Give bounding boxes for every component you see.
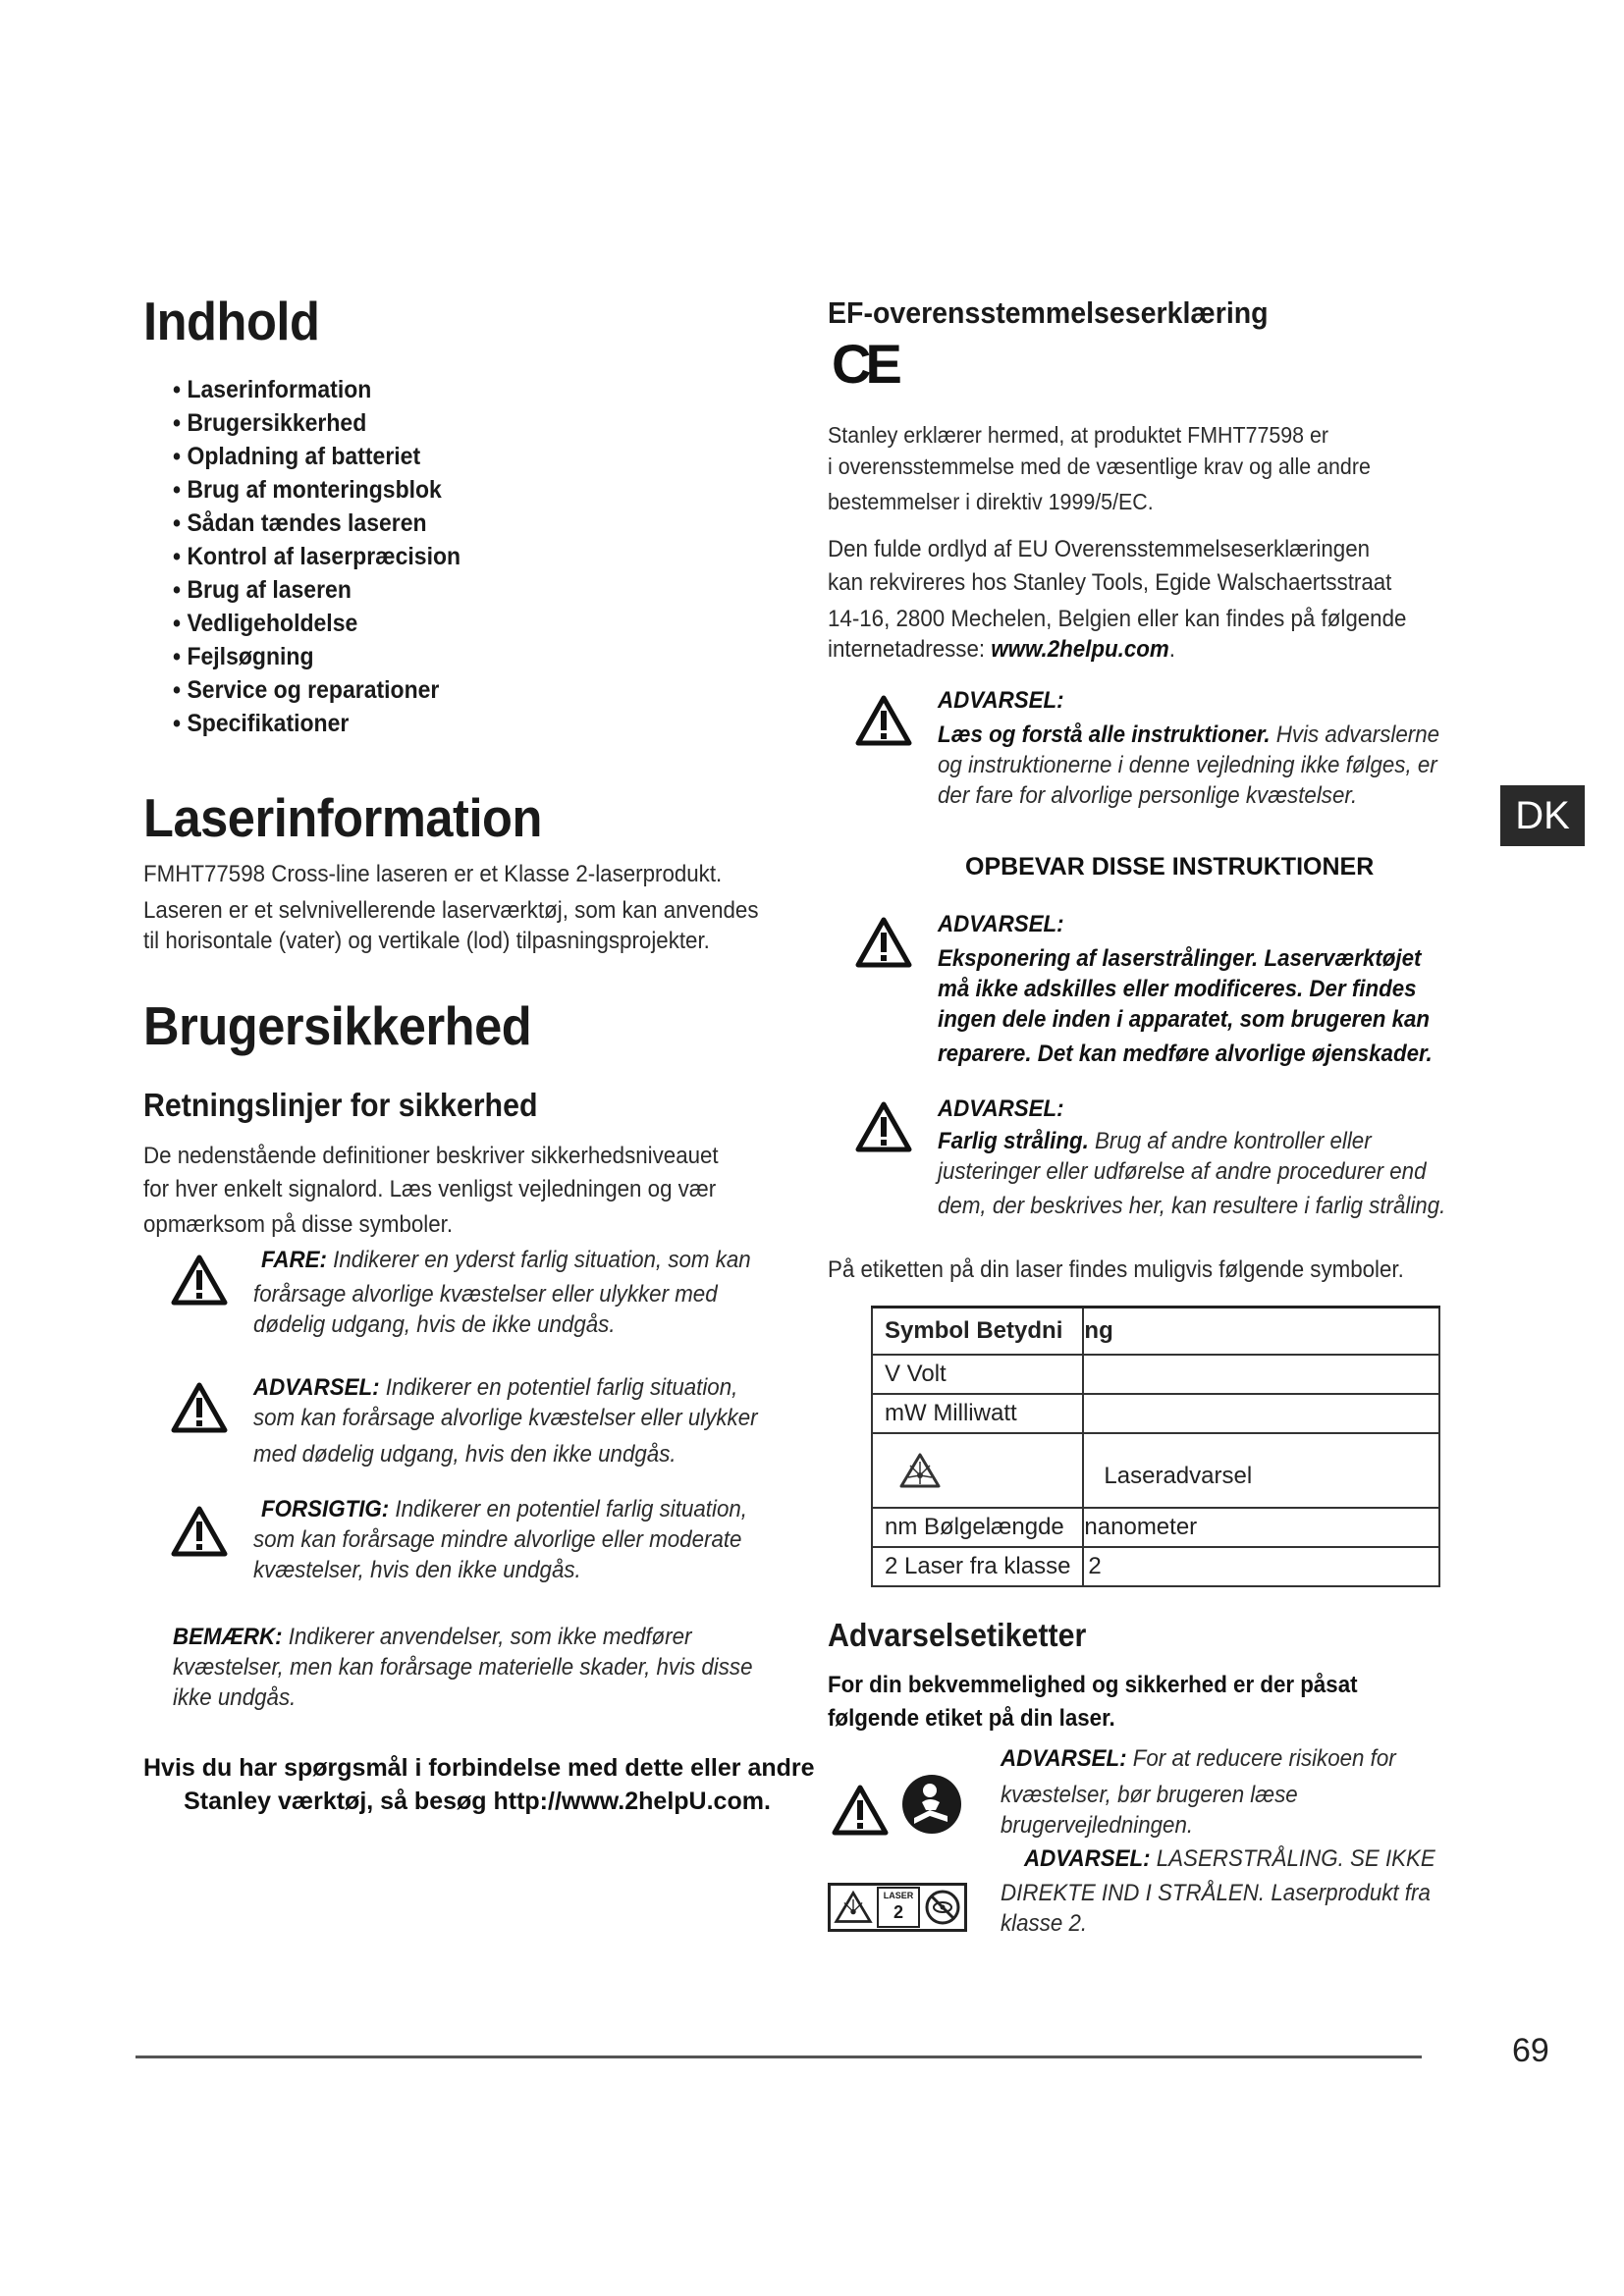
table-cell bbox=[872, 1433, 1083, 1508]
table-cell: mW Milliwatt bbox=[872, 1394, 1083, 1433]
laser-label-sticker bbox=[828, 1883, 967, 1932]
ef-text: internetadresse: bbox=[828, 636, 992, 663]
ef-text bbox=[828, 634, 1175, 665]
laserinfo-line: Laseren er et selvnivellerende laserværktøj, som kan anvendes bbox=[143, 897, 759, 924]
table-header-cell: Symbol Betydni bbox=[872, 1308, 1083, 1356]
warning-triangle-icon bbox=[171, 1506, 228, 1557]
table-cell: V Volt bbox=[872, 1355, 1083, 1394]
laser-class-number: 2 bbox=[893, 1902, 903, 1922]
toc-item: • Brug af laseren bbox=[173, 576, 352, 604]
toc-list bbox=[173, 373, 486, 740]
warning-laser-exposure bbox=[938, 909, 1470, 1069]
laser-warning-icon bbox=[834, 1890, 873, 1925]
toc-item: • Kontrol af laserpræcision bbox=[173, 543, 461, 570]
ce-mark-icon: CE bbox=[832, 333, 896, 395]
warning-label: ADVARSEL: bbox=[1024, 1845, 1151, 1872]
contact-line: Stanley værktøj, så besøg http://www.2helpU.com. bbox=[184, 1788, 771, 1815]
bemaerk-definition bbox=[173, 1622, 796, 1713]
bemaerk-text: kvæstelser, men kan forårsage materielle skader, hvis disse bbox=[173, 1654, 753, 1681]
ef-text: bestemmelser i direktiv 1999/5/EC. bbox=[828, 489, 1154, 514]
laserinfo-title: Laserinformation bbox=[143, 787, 542, 848]
ef-text: 14-16, 2800 Mechelen, Belgien eller kan findes på følgende bbox=[828, 606, 1407, 632]
warning-text: For at reducere risikoen for bbox=[1126, 1745, 1396, 1772]
toc-item: • Sådan tændes laseren bbox=[173, 509, 427, 537]
laser-class-box bbox=[877, 1887, 920, 1928]
ef-text: Stanley erklærer hermed, at produktet FMHT77598 er bbox=[828, 422, 1329, 448]
read-manual-icon bbox=[900, 1773, 963, 1836]
ef-text: i overensstemmelse med de væsentlige krav og alle andre bbox=[828, 454, 1371, 479]
advarsel-definition bbox=[253, 1372, 795, 1469]
ef-text: . bbox=[1168, 636, 1175, 663]
language-tab: DK bbox=[1500, 785, 1585, 846]
warning-read-instructions bbox=[938, 685, 1477, 811]
warning-triangle-icon bbox=[832, 1785, 889, 1836]
advarsel-text: som kan forårsage alvorlige kvæstelser eller ulykker bbox=[253, 1405, 758, 1431]
safety-intro: for hver enkelt signalord. Læs venligst vejledningen og vær bbox=[143, 1176, 717, 1202]
fare-text: Indikerer en yderst farlig situation, som kan bbox=[326, 1247, 751, 1273]
warning-text: Farlig stråling. bbox=[938, 1128, 1089, 1154]
warning-text: Læs og forstå alle instruktioner. bbox=[938, 721, 1271, 748]
toc-item: • Brug af monteringsblok bbox=[173, 476, 442, 504]
label-read-manual bbox=[1001, 1743, 1426, 1841]
toc-item: • Fejlsøgning bbox=[173, 643, 314, 670]
fare-definition bbox=[253, 1245, 787, 1340]
warning-text: må ikke adskilles eller modificeres. Der findes bbox=[938, 976, 1417, 1002]
forsigtig-text: som kan forårsage mindre alvorlige eller moderate bbox=[253, 1526, 742, 1553]
safety-intro: De nedenstående definitioner beskriver sikkerhedsniveauet bbox=[143, 1143, 719, 1169]
advarsel-text: Indikerer en potentiel farlig situation, bbox=[379, 1374, 738, 1401]
warning-label: ADVARSEL: bbox=[938, 1095, 1064, 1122]
table-cell: Laseradvarsel bbox=[1083, 1433, 1439, 1508]
ef-text: Den fulde ordlyd af EU Overensstemmelseserklæringen bbox=[828, 536, 1371, 562]
table-cell: 2 Laser fra klasse bbox=[872, 1547, 1083, 1586]
no-stare-icon bbox=[924, 1889, 961, 1926]
warning-radiation bbox=[938, 1094, 1484, 1221]
advarsel-text: med dødelig udgang, hvis den ikke undgås. bbox=[253, 1441, 677, 1468]
table-header-cell: ng bbox=[1083, 1308, 1439, 1356]
warning-label: ADVARSEL: bbox=[938, 911, 1064, 937]
safety-title: Brugersikkerhed bbox=[143, 995, 532, 1056]
warning-text: LASERSTRÅLING. SE IKKE bbox=[1150, 1845, 1435, 1872]
warning-text: justeringer eller udførelse af andre procedurer end bbox=[938, 1158, 1427, 1185]
toc-item: • Brugersikkerhed bbox=[173, 409, 367, 437]
footer-divider bbox=[135, 2056, 1422, 2058]
table-cell bbox=[1083, 1394, 1439, 1433]
bemaerk-label: BEMÆRK: bbox=[173, 1624, 283, 1650]
contact-note bbox=[143, 1751, 815, 1818]
warning-triangle-icon bbox=[855, 917, 912, 968]
warning-triangle-icon bbox=[171, 1255, 228, 1306]
advarsel-label: ADVARSEL: bbox=[253, 1374, 380, 1401]
fare-text: dødelig udgang, hvis de ikke undgås. bbox=[253, 1311, 616, 1338]
fare-label: FARE: bbox=[261, 1247, 327, 1273]
keep-instructions: OPBEVAR DISSE INSTRUKTIONER bbox=[965, 853, 1375, 881]
ef-url[interactable]: www.2helpu.com bbox=[991, 636, 1169, 663]
table-row bbox=[872, 1394, 1439, 1433]
warning-text: reparere. Det kan medføre alvorlige øjenskader. bbox=[938, 1041, 1433, 1067]
laser-warning-icon bbox=[898, 1452, 942, 1489]
table-row bbox=[872, 1508, 1439, 1547]
page-number: 69 bbox=[1512, 2032, 1549, 2069]
safety-subtitle: Retningslinjer for sikkerhed bbox=[143, 1087, 538, 1123]
table-cell: nanometer bbox=[1083, 1508, 1439, 1547]
label-laser-radiation bbox=[1001, 1843, 1466, 1939]
labels-intro: følgende etiket på din laser. bbox=[828, 1705, 1115, 1732]
warning-text: og instruktionerne i denne vejledning ikke følges, er bbox=[938, 752, 1437, 778]
contact-line: Hvis du har spørgsmål i forbindelse med dette eller andre bbox=[143, 1754, 815, 1782]
forsigtig-label: FORSIGTIG: bbox=[261, 1496, 390, 1522]
toc-item: • Service og reparationer bbox=[173, 676, 440, 704]
toc-item: • Laserinformation bbox=[173, 376, 372, 403]
table-row bbox=[872, 1433, 1439, 1508]
warning-triangle-icon bbox=[855, 1101, 912, 1152]
table-cell bbox=[1083, 1355, 1439, 1394]
warning-text: Hvis advarslerne bbox=[1270, 721, 1440, 748]
warning-label: ADVARSEL: bbox=[938, 687, 1064, 714]
warning-text: Eksponering af laserstrålinger. Laserværktøjet bbox=[938, 945, 1422, 972]
warning-triangle-icon bbox=[855, 695, 912, 746]
forsigtig-text: Indikerer en potentiel farlig situation, bbox=[389, 1496, 747, 1522]
laser-class-text: LASER bbox=[883, 1891, 914, 1900]
toc-item: • Opladning af batteriet bbox=[173, 443, 421, 470]
toc-title: Indhold bbox=[143, 291, 320, 351]
labels-intro: For din bekvemmelighed og sikkerhed er der påsat bbox=[828, 1672, 1358, 1698]
warning-text: Brug af andre kontroller eller bbox=[1088, 1128, 1372, 1154]
ef-text: kan rekvireres hos Stanley Tools, Egide Walschaertsstraat bbox=[828, 569, 1392, 596]
symbol-table bbox=[871, 1306, 1440, 1587]
table-cell: nm Bølgelængde bbox=[872, 1508, 1083, 1547]
safety-intro: opmærksom på disse symboler. bbox=[143, 1211, 454, 1238]
warning-text: brugervejledningen. bbox=[1001, 1812, 1194, 1839]
table-row bbox=[872, 1355, 1439, 1394]
ef-title: EF-overensstemmelseserklæring bbox=[828, 295, 1269, 330]
symbols-intro: På etiketten på din laser findes muligvis følgende symboler. bbox=[828, 1256, 1404, 1283]
toc-item: • Vedligeholdelse bbox=[173, 610, 358, 637]
forsigtig-text: kvæstelser, hvis den ikke undgås. bbox=[253, 1557, 581, 1583]
warning-text: der fare for alvorlige personlige kvæstelser. bbox=[938, 782, 1358, 809]
bemaerk-text: ikke undgås. bbox=[173, 1684, 297, 1711]
warning-triangle-icon bbox=[171, 1382, 228, 1433]
warning-text: kvæstelser, bør brugeren læse bbox=[1001, 1782, 1298, 1808]
toc-item: • Specifikationer bbox=[173, 710, 350, 737]
laserinfo-line: FMHT77598 Cross-line laseren er et Klasse 2-laserprodukt. bbox=[143, 861, 723, 887]
labels-title: Advarselsetiketter bbox=[828, 1617, 1087, 1653]
table-row bbox=[872, 1547, 1439, 1586]
fare-text: forårsage alvorlige kvæstelser eller ulykker med bbox=[253, 1281, 718, 1308]
forsigtig-definition bbox=[253, 1494, 784, 1585]
table-cell: 2 bbox=[1083, 1547, 1439, 1586]
warning-text: ingen dele inden i apparatet, som brugeren kan bbox=[938, 1006, 1431, 1033]
warning-text: klasse 2. bbox=[1001, 1910, 1088, 1937]
warning-text: dem, der beskrives her, kan resultere i farlig stråling. bbox=[938, 1193, 1446, 1219]
table-header-row bbox=[872, 1308, 1439, 1356]
bemaerk-text: Indikerer anvendelser, som ikke medfører bbox=[282, 1624, 692, 1650]
laserinfo-line: til horisontale (vater) og vertikale (lod) tilpasningsprojekter. bbox=[143, 928, 710, 954]
warning-text: DIREKTE IND I STRÅLEN. Laserprodukt fra bbox=[1001, 1880, 1431, 1906]
warning-label: ADVARSEL: bbox=[1001, 1745, 1127, 1772]
